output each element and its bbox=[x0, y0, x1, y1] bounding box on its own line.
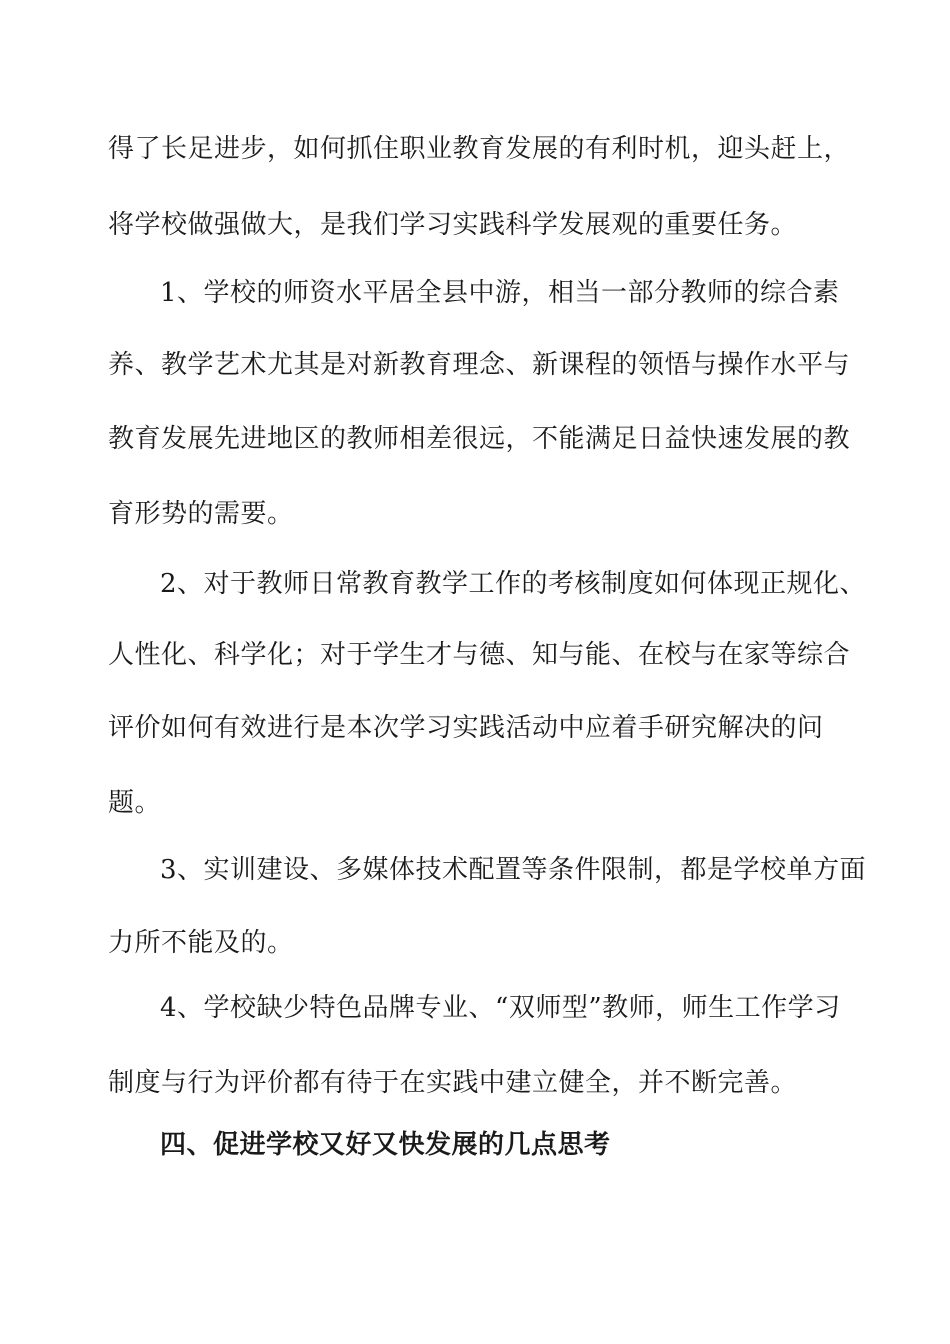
item-2-line-2: 人性化、科学化；对于学生才与德、知与能、在校与在家等综合 bbox=[108, 640, 851, 670]
item-1-line-2: 养、教学艺术尤其是对新教育理念、新课程的领悟与操作水平与 bbox=[108, 350, 851, 380]
item-2-line-3: 评价如何有效进行是本次学习实践活动中应着手研究解决的问 bbox=[108, 713, 824, 743]
item-1-line-4: 育形势的需要。 bbox=[108, 499, 294, 529]
item-2-line-1: 2、对于教师日常教育教学工作的考核制度如何体现正规化、 bbox=[160, 569, 867, 599]
item-4-line-2: 制度与行为评价都有待于在实践中建立健全，并不断完善。 bbox=[108, 1068, 798, 1098]
item-4-line-1: 4、学校缺少特色品牌专业、“双师型”教师，师生工作学习 bbox=[160, 993, 841, 1023]
item-1-line-1: 1、学校的师资水平居全县中游，相当一部分教师的综合素 bbox=[160, 278, 840, 308]
item-3-line-1: 3、实训建设、多媒体技术配置等条件限制，都是学校单方面 bbox=[160, 855, 867, 885]
item-3-line-2: 力所不能及的。 bbox=[108, 928, 294, 958]
section-heading: 四、促进学校又好又快发展的几点思考 bbox=[160, 1130, 611, 1160]
paragraph-continuation-line-2: 将学校做强做大，是我们学习实践科学发展观的重要任务。 bbox=[108, 210, 798, 240]
item-1-line-3: 教育发展先进地区的教师相差很远，不能满足日益快速发展的教 bbox=[108, 424, 851, 454]
item-2-line-4: 题。 bbox=[108, 788, 162, 818]
paragraph-continuation-line-1: 得了长足进步，如何抓住职业教育发展的有利时机，迎头赶上， bbox=[108, 134, 851, 164]
